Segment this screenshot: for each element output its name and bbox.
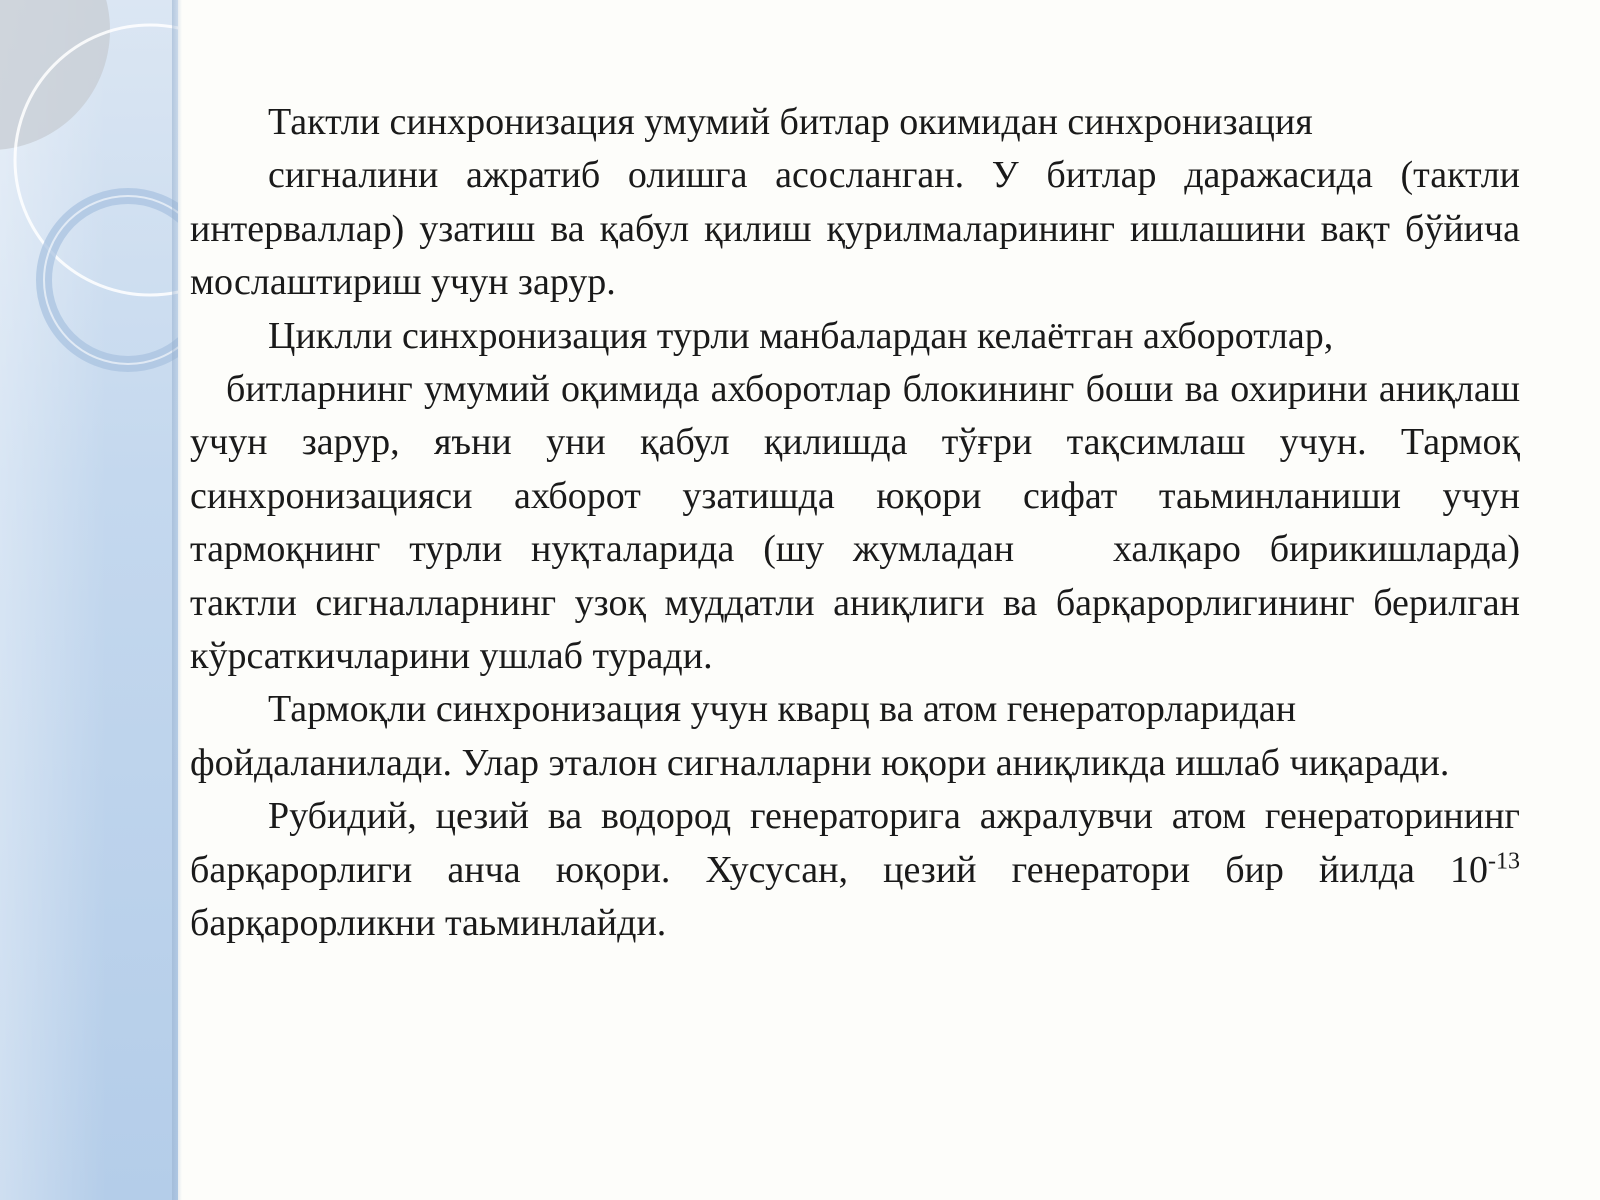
blue-ring-shape bbox=[44, 196, 178, 364]
side-panel-edge bbox=[172, 0, 182, 1200]
paragraph-body-part-b: халқаро бирикишларда) тактли сигналларнинг узоқ муддатли аниқлиги ва барқарорлигининг берилган кўрсаткичларини ушлаб туради. bbox=[190, 528, 1520, 678]
slide-text-body bbox=[190, 96, 1520, 951]
paragraph-clock-sync bbox=[190, 96, 1520, 310]
exponent-superscript: -13 bbox=[1488, 848, 1520, 875]
paragraph-body-part-a: битларнинг умумий оқимида ахборотлар блокининг боши ва охирини аниқлаш учун зарур, яъни уни қабул қилишда тўғри тақсимлаш учун. Тармоқ синхронизацияси ахборот узатишда юқори сифат таьминланиши учун тармоқнинг турли нуқталарида (шу жумладан bbox=[190, 368, 1520, 571]
decorative-rings-graphic bbox=[0, 0, 178, 1200]
paragraph-body-main: Рубидий, цезий ва водород генераторига ажралувчи атом генераторининг барқарорлиги анча юқори. Хусусан, цезий генератори бир йилда 10 bbox=[190, 795, 1520, 891]
paragraph-body: фойдаланилади. Улар эталон сигналларни юқори аниқликда ишлаб чиқаради. bbox=[190, 741, 1450, 784]
paragraph-first-line: Циклли синхронизация турли манбалардан келаётган ахборотлар, bbox=[268, 314, 1334, 357]
paragraph-body-tail: барқарорликни таьминлайди. bbox=[190, 902, 667, 945]
grey-circle-shape bbox=[0, 0, 110, 150]
paragraph-body: сигналини ажратиб олишга асосланган. У битлар даражасида (тактли интерваллар) узатиш ва қабул қилиш қурилмаларининг ишлашини вақт бўйича мослаштириш учун зарур. bbox=[190, 154, 1520, 304]
paragraph-body bbox=[190, 363, 1520, 683]
paragraph-generators bbox=[190, 790, 1520, 950]
paragraph-network-sync bbox=[190, 683, 1520, 790]
paragraph-first-line: Тактли синхронизация умумий битлар окимидан синхронизация bbox=[268, 101, 1313, 143]
paragraph-first-line: Тармоқли синхронизация учун кварц ва атом генераторларидан bbox=[268, 688, 1297, 731]
paragraph-cycle-sync bbox=[190, 310, 1520, 684]
decorative-side-panel bbox=[0, 0, 178, 1200]
